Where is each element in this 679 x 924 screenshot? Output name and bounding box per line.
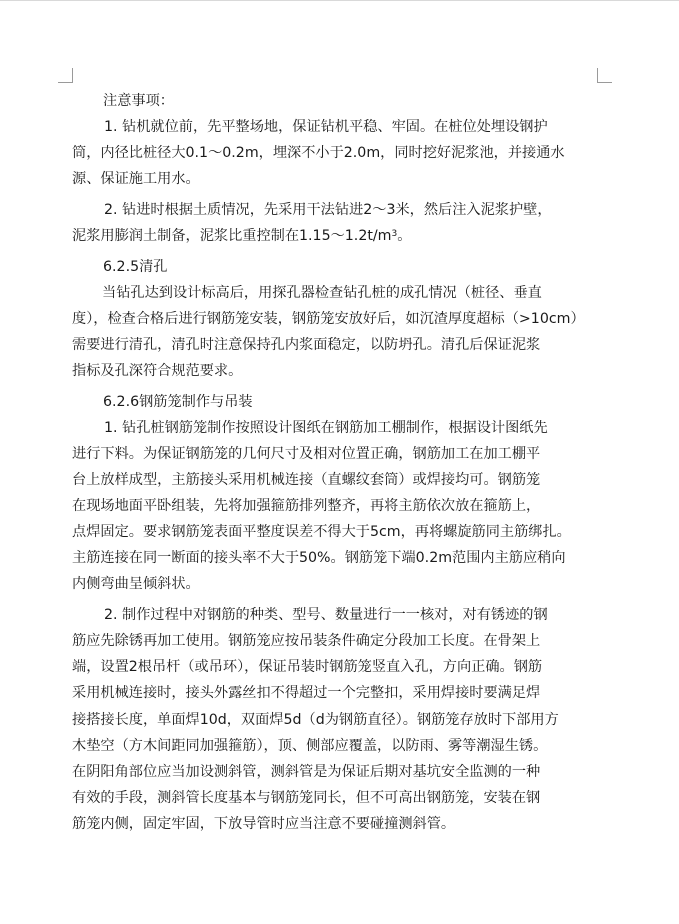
paragraph-line: 需要进行清孔，清孔时注意保持孔内浆面稳定，以防坍孔。清孔后保证泥浆 [72, 337, 541, 354]
page-top-border [0, 0, 679, 1]
document-body[interactable] [72, 88, 604, 837]
paragraph-line: 度），检查合格后进行钢筋笼安装，钢筋笼安放好后，如沉渣厚度超标（>10cm） [72, 310, 585, 327]
paragraph-line: 2. 钻进时根据土质情况，先采用干法钻进2～3米，然后注入泥浆护壁， [104, 201, 552, 218]
margin-corner-mark-left [58, 68, 73, 83]
paragraph-line: 2. 制作过程中对钢筋的种类、型号、数量进行一一核对，对有锈迹的钢 [104, 607, 548, 624]
paragraph-line: 1. 钻机就位前，先平整场地，保证钻机平稳、牢固。在桩位处埋设钢护 [104, 119, 548, 136]
paragraph-1 [72, 114, 604, 192]
paragraph-4 [72, 415, 604, 598]
paragraph-line: 源、保证施工用水。 [72, 171, 200, 188]
paragraph-line: 点焊固定。要求钢筋笼表面平整度误差不得大于5cm，再将螺旋筋同主筋绑扎。 [72, 524, 571, 541]
paragraph-3 [72, 280, 604, 384]
paragraph-line: 台上放样成型，主筋接头采用机械连接（直螺纹套筒）或焊接均可。钢筋笼 [72, 472, 541, 489]
paragraph-line: 指标及孔深符合规范要求。 [72, 363, 243, 380]
margin-corner-mark-right [597, 68, 612, 83]
paragraph-text: 。 [397, 228, 412, 245]
paragraph-line: 有效的手段，测斜管长度基本与钢筋笼同长，但不可高出钢筋笼，安装在钢 [72, 789, 541, 806]
paragraph-line: 进行下料。为保证钢筋笼的几何尺寸及相对位置正确，钢筋加工在加工棚平 [72, 446, 541, 462]
paragraph-line: 采用机械连接时，接头外露丝扣不得超过一个完整扣，采用焊接时要满足焊 [72, 685, 541, 702]
paragraph-text: 泥浆用膨润土制备，泥浆比重控制在1.15～1.2t/m [72, 228, 392, 245]
paragraph-line [72, 223, 604, 249]
section-heading-6-2-6: 6.2.6钢筋笼制作与吊装 [103, 393, 253, 410]
superscript-3: 3 [391, 229, 398, 240]
paragraph-line: 主筋连接在同一断面的接头率不大于50%。钢筋笼下端0.2m范围内主筋应稍向 [72, 550, 566, 567]
paragraph-line: 端，设置2根吊杆（或吊环），保证吊装时钢筋笼竖直入孔，方向正确。钢筋 [72, 659, 543, 676]
notes-heading: 注意事项： [103, 93, 174, 109]
paragraph-line: 木垫空（方木间距同加强箍筋），顶、侧部应覆盖，以防雨、雾等潮湿生锈。 [72, 737, 548, 754]
paragraph-line: 筋应先除锈再加工使用。钢筋笼应按吊装条件确定分段加工长度。在骨架上 [72, 633, 541, 650]
paragraph-5 [72, 602, 604, 837]
paragraph-line: 1. 钻孔桩钢筋笼制作按照设计图纸在钢筋加工棚制作，根据设计图纸先 [104, 419, 548, 436]
paragraph-line: 当钻孔达到设计标高后，用探孔器检查钻孔桩的成孔情况（桩径、垂直 [102, 284, 542, 301]
paragraph-2 [72, 197, 604, 249]
paragraph-line: 在阴阳角部位应当加设测斜管，测斜管是为保证后期对基坑安全监测的一种 [72, 763, 541, 780]
paragraph-line: 内侧弯曲呈倾斜状。 [72, 576, 200, 593]
paragraph-line: 接搭接长度，单面焊10d，双面焊5d（d为钢筋直径）。钢筋笼存放时下部用方 [72, 711, 559, 728]
section-heading-6-2-5: 6.2.5清孔 [103, 258, 168, 275]
paragraph-line: 筋笼内侧，固定牢固，下放导管时应当注意不要碰撞测斜管。 [72, 815, 456, 832]
paragraph-line: 筒，内径比桩径大0.1～0.2m，埋深不小于2.0m，同时挖好泥浆池，并接通水 [72, 145, 565, 162]
paragraph-line: 在现场地面平卧组装，先将加强箍筋排列整齐，再将主筋依次放在箍筋上， [72, 498, 541, 515]
